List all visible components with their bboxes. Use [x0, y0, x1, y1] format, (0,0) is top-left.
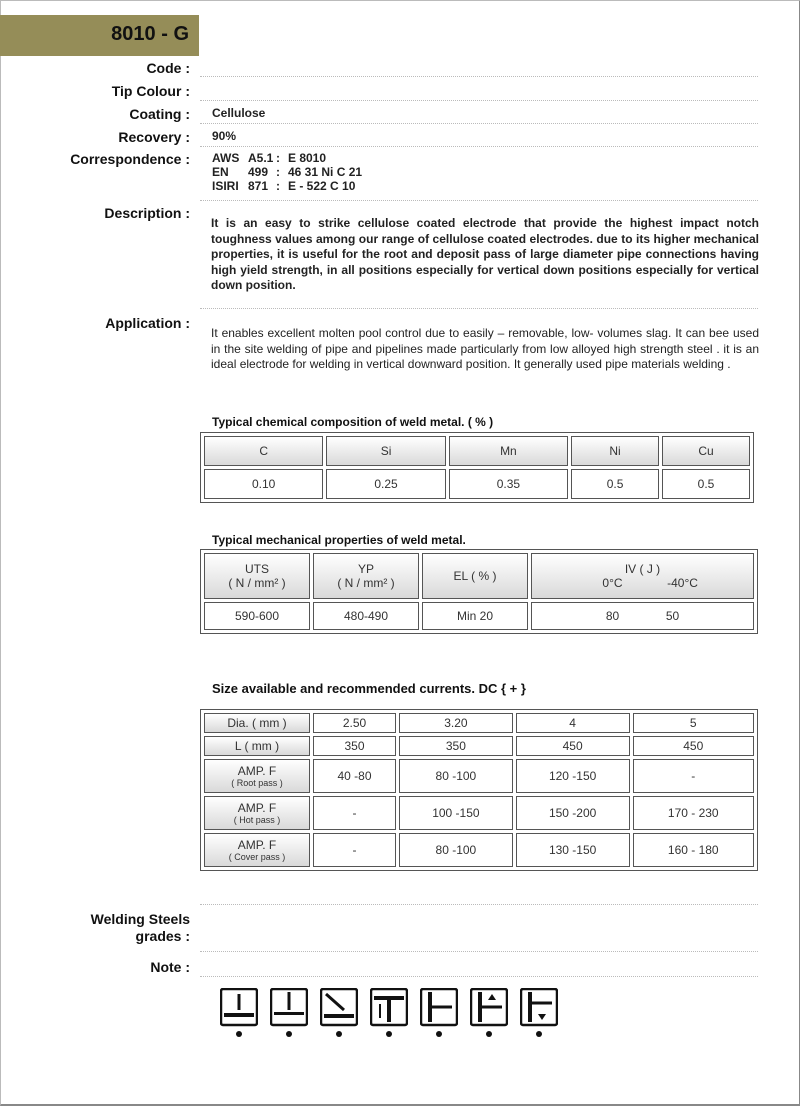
amp-root-value: 80 -100 — [399, 759, 513, 793]
mech-table — [200, 549, 758, 634]
chem-value: 0.35 — [449, 469, 568, 499]
divider — [200, 951, 758, 952]
chem-header: Ni — [571, 436, 659, 466]
welding-positions — [220, 988, 558, 1040]
product-title: 8010 - G — [111, 23, 189, 45]
application-text: It enables excellent molten pool control due to easily – removable, low- volumes slag. It can bee used in the site welding of pipe and pipelines made particularly from low alloyed high strength steel . it is an ideal electrode for welding in vertical downward position. It generally used pipe materials welding . — [211, 326, 759, 371]
note-label: Note : — [150, 959, 190, 975]
vertical-down-icon — [520, 988, 558, 1040]
chem-value: 0.10 — [204, 469, 323, 499]
amp-hot-value: 150 -200 — [516, 796, 630, 830]
dia-value: 5 — [633, 713, 754, 733]
dia-value: 2.50 — [313, 713, 396, 733]
el-header: EL ( % ) — [422, 553, 528, 599]
application-label: Application : — [105, 315, 190, 331]
description-label: Description : — [104, 205, 190, 221]
amp-cover-value: - — [313, 833, 396, 867]
divider — [200, 100, 758, 101]
chem-header: Si — [326, 436, 445, 466]
chem-value: 0.5 — [662, 469, 750, 499]
chem-table — [200, 432, 754, 503]
amp-hot-value: 100 -150 — [399, 796, 513, 830]
recovery-value: 90% — [212, 129, 237, 143]
horizontal-position-icon — [270, 988, 308, 1040]
recovery-label: Recovery : — [118, 129, 190, 145]
divider — [200, 308, 758, 309]
length-value: 350 — [399, 736, 513, 756]
length-value: 450 — [633, 736, 754, 756]
tip-colour-label: Tip Colour : — [111, 83, 190, 99]
sizes-table — [200, 709, 758, 871]
yp-header: YP ( N / mm² ) — [313, 553, 419, 599]
correspondence-list — [212, 151, 362, 193]
dia-label: Dia. ( mm ) — [204, 713, 310, 733]
welding-steels-label: Welding Steels — [90, 911, 190, 927]
chem-header: C — [204, 436, 323, 466]
chem-value: 0.5 — [571, 469, 659, 499]
divider — [200, 146, 758, 147]
mech-title: Typical mechanical properties of weld metal. — [212, 533, 466, 547]
iv-header: IV ( J ) 0°C -40°C — [531, 553, 754, 599]
coating-label: Coating : — [129, 106, 190, 122]
uts-value: 590-600 — [204, 602, 310, 630]
chem-value: 0.25 — [326, 469, 445, 499]
divider — [200, 76, 758, 77]
flat-position-icon — [220, 988, 258, 1040]
chem-title: Typical chemical composition of weld metal. ( % ) — [212, 415, 494, 429]
chem-header: Mn — [449, 436, 568, 466]
divider — [200, 976, 758, 977]
amp-root-label: AMP. F ( Root pass ) — [204, 759, 310, 793]
dia-value: 4 — [516, 713, 630, 733]
product-title-box — [0, 15, 199, 56]
yp-value: 480-490 — [313, 602, 419, 630]
dia-value: 3.20 — [399, 713, 513, 733]
length-label: L ( mm ) — [204, 736, 310, 756]
amp-cover-value: 130 -150 — [516, 833, 630, 867]
amp-root-value: - — [633, 759, 754, 793]
vertical-up-icon — [470, 988, 508, 1040]
description-text: It is an easy to strike cellulose coated electrode that provide the highest impact notch toughness values among our range of cellulose coated electrodes. due to its higher mechanical properties, it is useful for the root and deposit pass of large diameter pipe connections having high yield strength, in all positions especially for vertical down positions especially for vertical down position. — [211, 216, 759, 292]
amp-cover-value: 160 - 180 — [633, 833, 754, 867]
divider — [200, 904, 758, 905]
amp-root-value: 40 -80 — [313, 759, 396, 793]
length-value: 350 — [313, 736, 396, 756]
horizontal-fillet-icon — [370, 988, 408, 1040]
amp-hot-value: - — [313, 796, 396, 830]
divider — [200, 123, 758, 124]
divider — [200, 200, 758, 201]
chem-header: Cu — [662, 436, 750, 466]
correspondence-row: ISIRI 871 : E - 522 C 10 — [212, 179, 356, 193]
uts-header: UTS ( N / mm² ) — [204, 553, 310, 599]
sizes-title: Size available and recommended currents. DC { + } — [212, 681, 526, 696]
vertical-position-icon — [420, 988, 458, 1040]
correspondence-row: EN 499 : 46 31 Ni C 21 — [212, 165, 363, 179]
correspondence-row: AWS A5.1 : E 8010 — [212, 151, 327, 165]
el-value: Min 20 — [422, 602, 528, 630]
grades-label: grades : — [135, 928, 190, 944]
correspondence-label: Correspondence : — [70, 151, 190, 167]
coating-value: Cellulose — [212, 106, 266, 120]
amp-root-value: 120 -150 — [516, 759, 630, 793]
length-value: 450 — [516, 736, 630, 756]
amp-hot-label: AMP. F ( Hot pass ) — [204, 796, 310, 830]
amp-cover-value: 80 -100 — [399, 833, 513, 867]
code-label: Code : — [146, 60, 190, 76]
iv-value: 80 50 — [531, 602, 754, 630]
overhead-diagonal-position-icon — [320, 988, 358, 1040]
amp-cover-label: AMP. F ( Cover pass ) — [204, 833, 310, 867]
amp-hot-value: 170 - 230 — [633, 796, 754, 830]
